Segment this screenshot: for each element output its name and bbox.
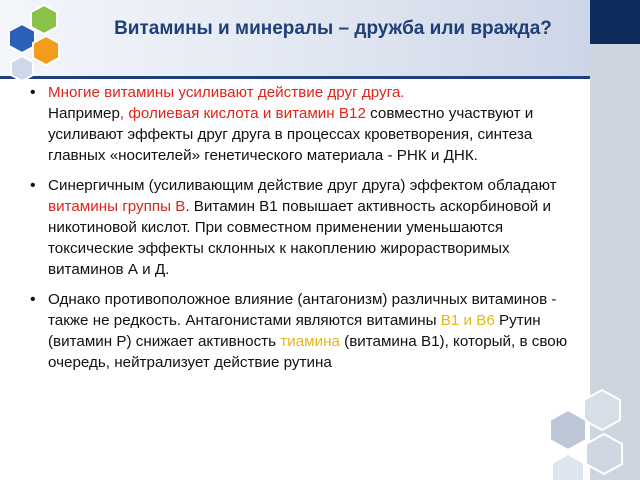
sidebar-dark-block	[590, 0, 640, 44]
item3-gold-highlight: В1 и В6	[440, 312, 495, 329]
item3-text-b: Рутин (витамин Р) снижает активность	[48, 312, 541, 350]
bullet-list	[24, 82, 584, 382]
bullet-item-3	[24, 289, 584, 373]
hexagon-logo-icon	[0, 0, 80, 80]
bullet-dot: •	[30, 177, 36, 194]
item2-red-highlight: витамины группы В	[48, 198, 186, 215]
item2-text-a: Синергичным (усиливающим действие друг друга) эффектом обладают	[48, 177, 557, 194]
header-rule	[0, 76, 640, 79]
item1-red-lead: Многие витамины усиливают действие друг друга.	[48, 84, 405, 101]
bullet-item-2	[24, 175, 584, 280]
bullet-item-1	[24, 82, 584, 166]
item1-text-a: Например	[48, 105, 120, 122]
item3-text-c: (витамина В1), который, в свою очередь, нейтрализует действие рутина	[48, 333, 568, 371]
slide-title: Витамины и минералы – дружба или вражда?	[114, 18, 552, 39]
item1-red-highlight: , фолиевая кислота и витамин В12	[119, 105, 366, 122]
item1-text-b: совместно участвуют и усиливают эффекты друг друга в процессах кроветворения, синтеза главных «носителей» генетического материала - РНК и ДНК.	[48, 105, 534, 164]
bullet-dot: •	[30, 291, 36, 308]
bullet-dot: •	[30, 84, 36, 101]
item3-gold-highlight-2: тиамина	[280, 333, 340, 350]
slide-header	[0, 0, 640, 78]
item3-text-a: Однако противоположное влияние (антагонизм) различных витаминов - также не редкость. Антагонистами являются витамины	[48, 291, 557, 329]
decorative-hexagons-icon	[540, 388, 640, 480]
item2-text-b: . Витамин В1 повышает активность аскорбиновой и никотиновой кислот. При совместном применении уменьшаются токсические эффекты склонных к накоплению жирорастворимых витаминов А и Д.	[48, 198, 551, 278]
